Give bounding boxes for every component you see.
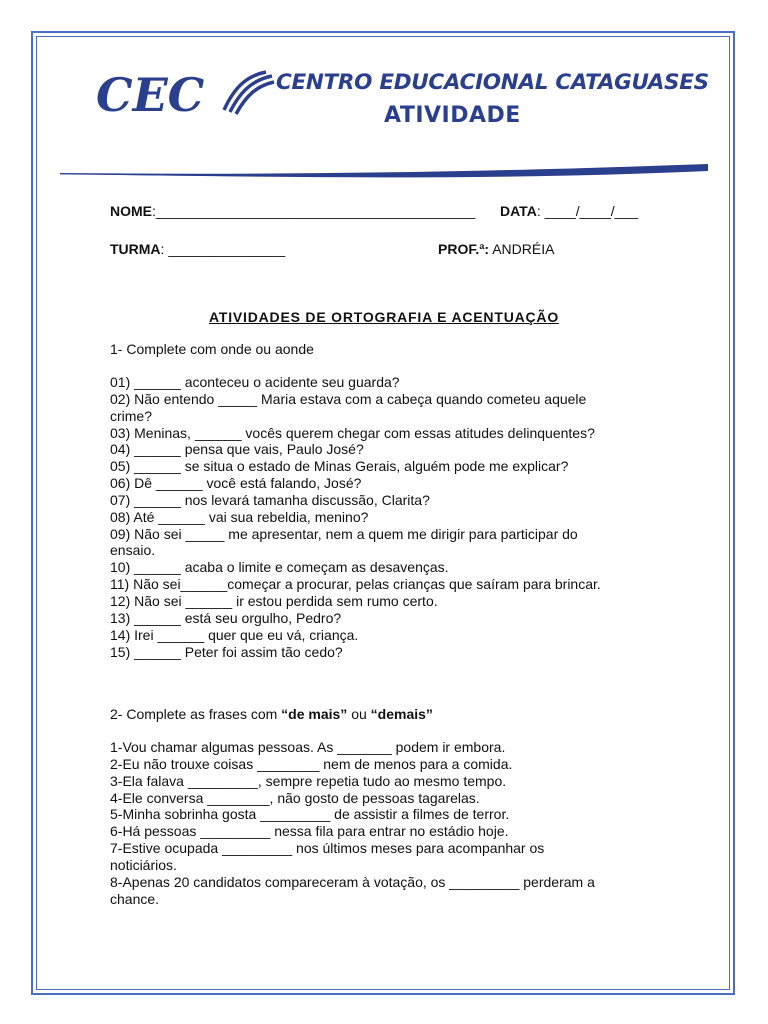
list-item: 15) ______ Peter foi assim tão cedo? [110,643,343,660]
turma-label: TURMA [110,241,161,257]
list-item: 10) ______ acaba o limite e começam as desavenças. [110,559,449,576]
q2-option-demais: “demais” [370,706,433,722]
list-item: crime? [110,407,153,424]
q2-prompt [110,706,433,723]
data-label: DATA [500,203,537,219]
nome-label: NOME [110,203,152,219]
list-item: 09) Não sei _____ me apresentar, nem a quem me dirigir para participar do [110,525,578,542]
list-item: 01) ______ aconteceu o acidente seu guarda? [110,374,400,390]
prof-value: ANDRÉIA [489,241,555,257]
q2-list [110,739,670,907]
list-item: noticiários. [110,856,177,873]
turma-field [110,241,285,257]
list-item: chance. [110,890,160,907]
list-item: 14) Irei ______ quer que eu vá, criança. [110,626,359,643]
section-title: ATIVIDADES DE ORTOGRAFIA E ACENTUAÇÃO [208,309,560,325]
list-item: 11) Não sei______começar a procurar, pelas crianças que saíram para brincar. [110,576,601,593]
list-item: 03) Meninas, ______ vocês querem chegar com essas atitudes delinquentes? [110,424,595,441]
list-item: 12) Não sei ______ ir estou perdida sem rumo certo. [110,592,438,609]
list-item: 6-Há pessoas _________ nessa fila para entrar no estádio hoje. [110,823,509,840]
list-item: 4-Ele conversa ________, não gosto de pessoas tagarelas. [110,789,480,806]
list-item: 3-Ela falava _________, sempre repetia tudo ao mesmo tempo. [110,772,507,789]
list-item: 8-Apenas 20 candidatos compareceram à votação, os _________ perderam a [110,873,595,890]
list-item: 2-Eu não trouxe coisas ________ nem de menos para a comida. [110,755,513,772]
list-item: 07) ______ nos levará tamanha discussão, Clarita? [110,491,430,508]
data-field [500,203,638,219]
q2-prompt-start: 2- Complete as frases com [110,706,282,722]
activity-title: ATIVIDADE [384,103,521,128]
data-blank: : ____/____/___ [536,203,639,219]
header-swoosh-divider [60,155,710,185]
logo-text: CEC [96,68,205,122]
list-item: 1-Vou chamar algumas pessoas. As _______ podem ir embora. [110,739,506,755]
q1-prompt: 1- Complete com onde ou aonde [110,341,314,357]
school-name: CENTRO EDUCACIONAL CATAGUASES [276,70,709,95]
list-item: 7-Estive ocupada _________ nos últimos meses para acompanhar os [110,840,545,857]
q2-option-de-mais: “de mais” [281,706,348,722]
list-item: 08) Até ______ vai sua rebeldia, menino? [110,508,369,525]
nome-blank: :_________________________________________ [152,203,476,219]
q2-prompt-mid: ou [347,706,371,722]
list-item: 02) Não entendo _____ Maria estava com a cabeça quando cometeu aquele [110,390,587,407]
prof-label: PROF.ª: [438,241,490,257]
list-item: 04) ______ pensa que vais, Paulo José? [110,441,364,458]
list-item: 05) ______ se situa o estado de Minas Gerais, alguém pode me explicar? [110,458,569,475]
list-item: 06) Dê ______ você está falando, José? [110,475,362,492]
book-icon [224,72,274,114]
list-item: ensaio. [110,542,156,559]
cec-logo [96,64,276,124]
turma-blank: : _______________ [160,241,286,257]
nome-field [110,203,475,219]
list-item: 13) ______ está seu orgulho, Pedro? [110,609,342,626]
prof-field [438,241,554,257]
list-item: 5-Minha sobrinha gosta _________ de assistir a filmes de terror. [110,806,510,823]
q1-list [110,374,670,660]
